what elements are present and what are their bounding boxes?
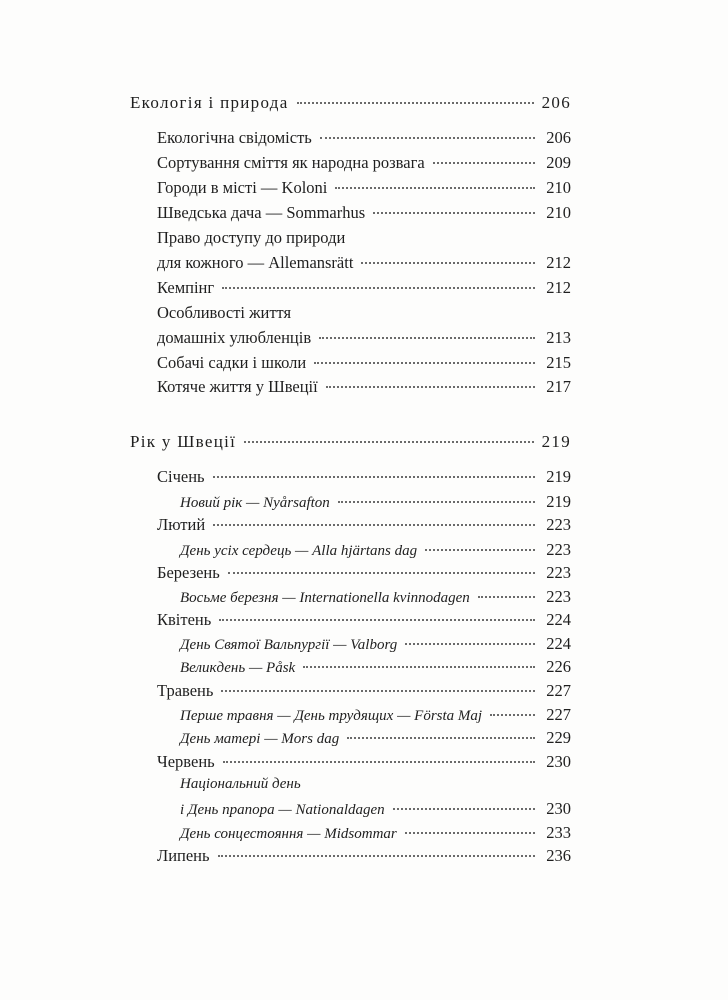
entry-title: Городи в місті — Koloni [157,178,328,197]
dot-leader [326,386,535,388]
entry-title: домашніх улюбленців [157,328,312,347]
page-number: 227 [546,681,571,700]
entry-title: Восьме березня — Internationella kvinnodagen [180,590,470,606]
page-number: 217 [546,377,571,396]
entry-title: Перше травня — День трудящих — Första Maj [180,708,483,724]
toc-subentry [180,634,571,654]
dot-leader [213,524,535,526]
section-heading [130,93,571,113]
dot-leader [405,643,535,645]
toc-subentry [180,540,571,560]
toc-entry [157,681,571,701]
entry-title: День усіх сердець — Alla hjärtans dag [180,543,418,559]
toc-entry-line [157,228,571,248]
section-heading [130,432,571,452]
dot-leader [373,212,535,214]
toc-entry [157,278,571,298]
toc-entry [157,563,571,583]
entry-title: Право доступу до природи [157,228,346,247]
page-number: 210 [546,203,571,222]
dot-leader [338,501,535,503]
page-number: 224 [546,634,571,653]
page-number: 215 [546,353,571,372]
page-number: 229 [546,728,571,747]
toc-entry [157,467,571,487]
entry-title: Травень [157,681,214,700]
dot-leader [244,441,533,443]
page-number: 206 [546,128,571,147]
page-number: 236 [546,846,571,865]
toc-entry [157,377,571,397]
entry-title: Червень [157,752,215,771]
toc-entry [157,178,571,198]
page-number: 212 [546,253,571,272]
toc-entry-line [157,303,571,323]
section-title: Екологія і природа [130,93,289,112]
entry-title: Екологічна свідомість [157,128,312,147]
toc-subentry [180,728,571,748]
entry-title: Лютий [157,515,206,534]
entry-title: і День прапора — Nationaldagen [180,802,385,818]
dot-leader [393,808,535,810]
entry-title: Національний день [180,776,301,792]
toc-entry [157,203,571,223]
entry-title: День сонцестояння — Midsommar [180,826,397,842]
dot-leader [433,162,535,164]
toc-entry [157,253,571,273]
page-number: 224 [546,610,571,629]
page-number: 230 [546,752,571,771]
page-number: 223 [546,587,571,606]
entry-title: Березень [157,563,220,582]
toc-subentry [180,657,571,677]
dot-leader [297,102,534,104]
page-number: 210 [546,178,571,197]
dot-leader [222,287,535,289]
dot-leader [314,362,535,364]
toc-entry [157,128,571,148]
dot-leader [219,619,535,621]
entry-title: День матері — Mors dag [180,731,340,747]
toc-subentry-line [180,776,571,793]
entry-title: Січень [157,467,205,486]
page-number: 223 [546,515,571,534]
toc-entry [157,610,571,630]
toc-subentry [180,799,571,819]
page-number: 223 [546,563,571,582]
page-number: 226 [546,657,571,676]
dot-leader [320,137,535,139]
dot-leader [405,832,535,834]
toc-subentry [180,705,571,725]
toc-entry [157,752,571,772]
entry-title: Квітень [157,610,212,629]
page-number: 230 [546,799,571,818]
page-number: 209 [546,153,571,172]
toc-subentry [180,492,571,512]
entry-title: Шведська дача — Sommarhus [157,203,366,222]
toc-entry [157,328,571,348]
page-number: 206 [541,93,571,112]
dot-leader [490,714,535,716]
dot-leader [218,855,535,857]
dot-leader [228,572,535,574]
entry-title: Липень [157,846,210,865]
toc-subentry [180,823,571,843]
page-number: 223 [546,540,571,559]
toc-subentry [180,587,571,607]
dot-leader [319,337,535,339]
dot-leader [223,761,535,763]
toc-entry [157,153,571,173]
dot-leader [361,262,535,264]
dot-leader [347,737,535,739]
toc-entry [157,515,571,535]
toc-entry [157,846,571,866]
toc-entry [157,353,571,373]
page-number: 219 [546,467,571,486]
entry-title: Великдень — Påsk [180,660,296,676]
dot-leader [213,476,535,478]
entry-title: Котяче життя у Швеції [157,377,318,396]
entry-title: Особливості життя [157,303,292,322]
entry-title: Сортування сміття як народна розвага [157,153,425,172]
page-number: 227 [546,705,571,724]
dot-leader [221,690,535,692]
page-number: 213 [546,328,571,347]
page-number: 219 [541,432,571,451]
entry-title: Новий рік — Nyårsafton [180,495,330,511]
entry-title: Кемпінг [157,278,215,297]
entry-title: День Святої Вальпургії — Valborg [180,637,398,653]
page-number: 233 [546,823,571,842]
dot-leader [425,549,535,551]
entry-title: для кожного — Allemansrätt [157,253,354,272]
page-number: 212 [546,278,571,297]
dot-leader [335,187,535,189]
entry-title: Собачі садки і школи [157,353,307,372]
dot-leader [478,596,535,598]
section-title: Рік у Швеції [130,432,237,451]
dot-leader [303,666,535,668]
page-number: 219 [546,492,571,511]
